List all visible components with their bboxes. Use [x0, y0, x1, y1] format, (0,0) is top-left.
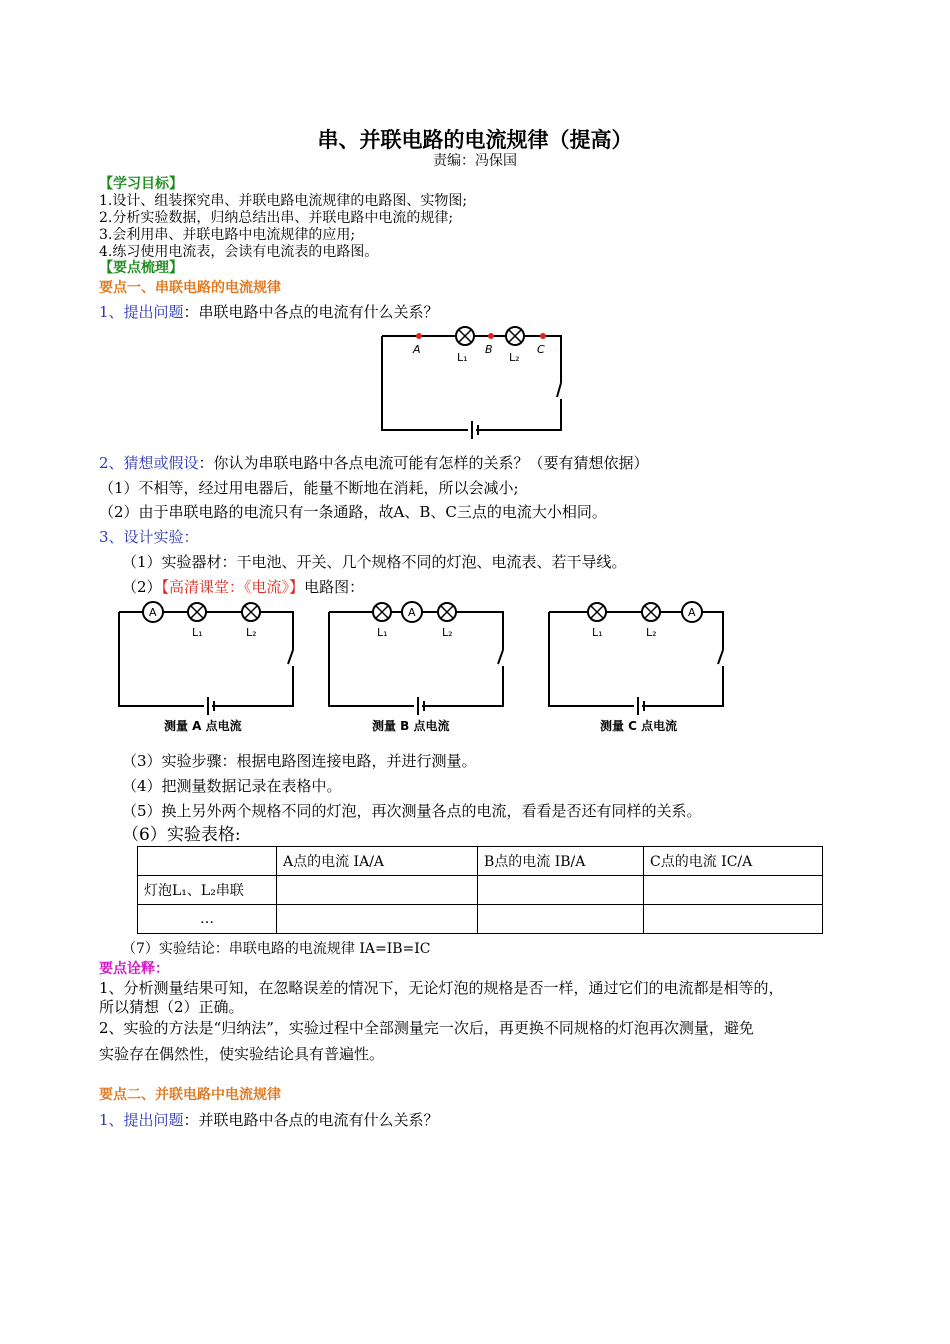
design-line: 3、设计实验： [99, 528, 199, 546]
table-cell [644, 905, 823, 934]
hypothesis-label: 2、猜想或假设 [99, 454, 199, 472]
table-cell [277, 876, 478, 905]
lamp-l2-label: L₂ [442, 626, 453, 639]
hypothesis-2: （2）由于串联电路的电流只有一条通路，故A、B、C三点的电流大小相同。 [99, 503, 607, 521]
point2-question [99, 1111, 439, 1129]
design-label: 3、设计实验 [99, 528, 184, 546]
table-cell [644, 876, 823, 905]
point1-question [99, 303, 439, 321]
point-a-marker [416, 333, 422, 339]
diagram-caption: 测量 C 点电流 [600, 719, 678, 733]
step-1: （1）实验器材：干电池、开关、几个规格不同的灯泡、电流表、若干导线。 [122, 553, 627, 571]
table-row [138, 876, 823, 905]
hypothesis-text: ：你认为串联电路中各点电流可能有怎样的关系？（要有猜想依据） [198, 454, 649, 472]
question-label: 1、提出问题 [99, 1111, 184, 1129]
point-a-label: A [413, 343, 421, 356]
table-header-row [138, 847, 823, 876]
step-3: （3）实验步骤：根据电路图连接电路，并进行测量。 [122, 752, 477, 770]
point-b-label: B [485, 343, 493, 356]
table-header-cell: C点的电流 IC/A [644, 847, 823, 876]
lamp-l1-label: L₁ [592, 626, 603, 639]
experiment-table [137, 846, 823, 934]
table-cell: 灯泡L₁、L₂串联 [138, 876, 277, 905]
goals-heading: 【学习目标】 [99, 176, 183, 192]
step-7: （7）实验结论：串联电路的电流规律 IA=IB=IC [122, 941, 431, 957]
diagram-caption: 测量 A 点电流 [164, 719, 242, 733]
step-4: （4）把测量数据记录在表格中。 [122, 777, 342, 795]
editor-line: 责编：冯保国 [433, 153, 517, 169]
lamp-l1-label: L₁ [192, 626, 203, 639]
circuit-measure-c [542, 598, 742, 740]
question-text: ：并联电路中各点的电流有什么关系？ [183, 1111, 439, 1129]
table-header-cell: B点的电流 IB/A [478, 847, 644, 876]
question-text: ：串联电路中各点的电流有什么关系？ [183, 303, 439, 321]
lamp-l2-label: L₂ [509, 351, 520, 364]
lamp-l2-label: L₂ [646, 626, 657, 639]
page-title: 串、并联电路的电流规律（提高） [317, 128, 633, 152]
ammeter-label: A [149, 606, 157, 619]
point-c-marker [540, 333, 546, 339]
goal-item: 3.会利用串、并联电路中电流规律的应用; [99, 227, 356, 243]
ammeter-label: A [688, 606, 696, 619]
hypothesis-line [99, 454, 649, 472]
lamp-l1-label: L₁ [377, 626, 388, 639]
diagram-caption: 测量 B 点电流 [372, 719, 450, 733]
step-6: （6）实验表格: [122, 825, 241, 845]
table-cell: … [138, 905, 277, 934]
point-c-label: C [537, 343, 545, 356]
ammeter-label: A [408, 606, 416, 619]
goal-item: 1.设计、组装探究串、并联电路电流规律的电路图、实物图; [99, 193, 468, 209]
note-2a: 2、实验的方法是“归纳法”，实验过程中全部测量完一次后，再更换不同规格的灯泡再次测量，避免 [99, 1019, 754, 1037]
summary-heading: 【要点梳理】 [99, 260, 183, 276]
note-1b: 所以猜想（2）正确。 [99, 998, 244, 1016]
hd-class-link[interactable]: 【高清课堂：《电流》】 [161, 578, 305, 596]
goal-item: 2.分析实验数据，归纳总结出串、并联电路中电流的规律; [99, 210, 454, 226]
circuit-measure-a [112, 598, 312, 740]
point1-heading: 要点一、串联电路的电流规律 [99, 280, 281, 296]
notes-heading: 要点诠释： [99, 961, 169, 977]
point-b-marker [488, 333, 494, 339]
step-5: （5）换上另外两个规格不同的灯泡，再次测量各点的电流，看看是否还有同样的关系。 [122, 802, 702, 820]
table-cell [277, 905, 478, 934]
table-cell [478, 905, 644, 934]
note-1a: 1、分析测量结果可知，在忽略误差的情况下，无论灯泡的规格是否一样，通过它们的电流都是相等的， [99, 979, 784, 997]
circuit-measure-b [322, 598, 522, 740]
series-circuit-diagram [375, 325, 575, 440]
point2-heading: 要点二、并联电路中电流规律 [99, 1087, 281, 1103]
table-cell [478, 876, 644, 905]
lamp-l1-label: L₁ [457, 351, 468, 364]
goal-item: 4.练习使用电流表，会读有电流表的电路图。 [99, 244, 379, 260]
lamp-l2-label: L₂ [246, 626, 257, 639]
table-header-cell [138, 847, 277, 876]
table-row [138, 905, 823, 934]
note-2b: 实验存在偶然性，使实验结论具有普遍性。 [99, 1045, 385, 1063]
hypothesis-1: （1）不相等，经过用电器后，能量不断地在消耗，所以会减小; [99, 479, 519, 497]
question-label: 1、提出问题 [99, 303, 184, 321]
step-2: （2）【高清课堂：《电流》】电路图： [122, 578, 365, 596]
table-header-cell: A点的电流 IA/A [277, 847, 478, 876]
